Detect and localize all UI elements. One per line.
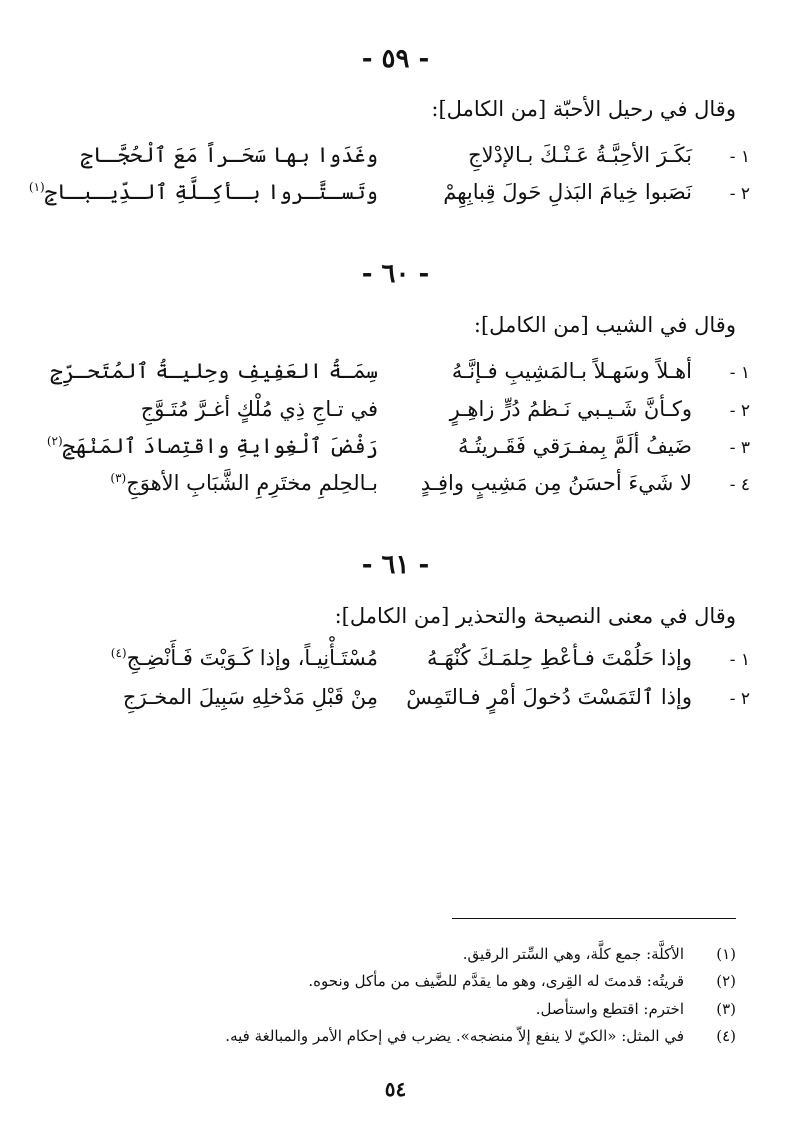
verse-second-hemistich — [58, 646, 378, 670]
verse-second-hemistich — [58, 471, 378, 495]
verse-line — [50, 685, 750, 719]
footnote — [60, 1027, 736, 1049]
verse-number: ٢ - — [729, 184, 750, 204]
hemistich-text: وغَدَوا بها سَحَـراً مَعَ ٱلْحُجَّـاجِ — [80, 143, 378, 167]
verse-number: ٢ - — [729, 689, 750, 709]
footnote-number: (١) — [716, 945, 736, 963]
section-number: - ٦١ - — [361, 550, 430, 580]
footnote-number: (٢) — [716, 972, 736, 990]
section-intro: وقال في معنى النصيحة والتحذير [من الكامل]: — [334, 604, 736, 628]
verse-first-hemistich: بَكَـرَ الأحِبَّـةُ عَـنْـكَ بـالإدْلاجِ — [468, 143, 692, 167]
footnote — [60, 1000, 736, 1022]
hemistich-text: في تـاجِ ذِي مُلْكٍ أغـرَّ مُتَـوَّجِ — [140, 397, 378, 421]
verse-number: ١ - — [729, 363, 750, 383]
hemistich-text: سِمَـةُ العَفِيفِ وحِليـةُ ٱلمُتَحـرِّجِ — [50, 359, 378, 383]
verse-number: ١ - — [729, 147, 750, 167]
verse-line — [28, 180, 750, 214]
footnote-divider — [452, 918, 736, 919]
verse-first-hemistich: نَصَبوا خِيامَ البَذلِ حَولَ قِبابِهِمْ — [443, 180, 692, 204]
footnote-marker: (٤) — [110, 646, 127, 660]
verse-number: ٢ - — [729, 401, 750, 421]
footnote-number: (٣) — [716, 1000, 736, 1018]
footnote-number: (٤) — [716, 1027, 736, 1045]
footnote-marker: (٢) — [46, 434, 63, 448]
verse-second-hemistich — [28, 180, 378, 204]
verse-line — [50, 397, 750, 431]
footnote-text: اخترم: اقتطع واستأصل. — [535, 1000, 684, 1018]
verse-first-hemistich: أهـلاً وسَهـلاً بـالمَشِيبِ فـإنَّـهُ — [451, 359, 692, 383]
footnote-text: الأكلَّة: جمع كلَّة، وهي السِّتر الرقيق. — [462, 945, 684, 963]
footnote-marker: (١) — [28, 180, 45, 194]
verse-second-hemistich — [46, 434, 378, 458]
verse-first-hemistich: ضَيفُ ألَمَّ بِمفـرَقي فَقَـريتُـهُ — [457, 434, 692, 458]
section-intro: وقال في الشيب [من الكامل]: — [473, 313, 736, 337]
hemistich-text: مُسْتَـأْنِيـاً، وإذا كَـوَيْتَ فَـأَنْضِـجِ — [126, 646, 378, 670]
verse-second-hemistich — [58, 397, 378, 421]
verse-first-hemistich: وكـأنَّ شَـيـبي نَـظمُ دُرٍّ زاهِـرٍ — [449, 397, 692, 421]
verse-second-hemistich — [58, 143, 378, 167]
hemistich-text: وتَسـتَّـروا بـأكِـلَّةِ ٱلـدِّيـبـاجِ — [44, 180, 378, 204]
verse-line — [50, 143, 750, 177]
verse-number: ٤ - — [729, 475, 750, 495]
hemistich-text: مِنْ قَبْلِ مَدْخلِهِ سَبِيلَ المخـرَجِ — [122, 685, 378, 709]
footnote-marker: (٣) — [110, 471, 127, 485]
section-number: - ٦٠ - — [361, 259, 430, 289]
footnote — [60, 945, 736, 967]
verse-number: ١ - — [729, 650, 750, 670]
footnote-text: قريتُه: قدمتَ له القِرى، وهو ما يقدَّم للضَّيف من مأكل ونحوه. — [308, 972, 684, 990]
verse-line — [50, 646, 750, 680]
footnote-text: في المثل: «الكيّ لا ينفع إلاّ منضجه». يضرب في إحكام الأمر والمبالغة فيه. — [225, 1027, 684, 1045]
verse-line — [46, 434, 750, 468]
page-number: ٥٤ — [384, 1077, 407, 1101]
footnote — [60, 972, 736, 994]
verse-line — [50, 359, 750, 393]
verse-line — [50, 471, 750, 505]
verse-second-hemistich — [50, 359, 378, 383]
verse-first-hemistich: وإذا حَلُمْتَ فـأعْطِ حِلمَـكَ كُنْهَـهُ — [427, 646, 692, 670]
section-number: - ٥٩ - — [361, 44, 430, 74]
verse-first-hemistich: وإذا ٱلتَمَسْتَ دُخولَ أمْرٍ فـالتَمِسْ — [406, 685, 692, 709]
hemistich-text: بـالحِلمِ مختَرِمِ الشَّبَابِ الأهوَجِ — [126, 471, 378, 495]
hemistich-text: رَفْضَ ٱلْغِوايةِ واقتِصادَ ٱلمَنْهَجِ — [62, 434, 378, 458]
section-intro: وقال في رحيل الأحبّة [من الكامل]: — [431, 97, 736, 121]
verse-second-hemistich — [58, 685, 378, 709]
verse-number: ٣ - — [729, 438, 750, 458]
verse-first-hemistich: لا شَيءَ أحسَنُ مِن مَشِيبٍ وافِـدٍ — [420, 471, 692, 495]
